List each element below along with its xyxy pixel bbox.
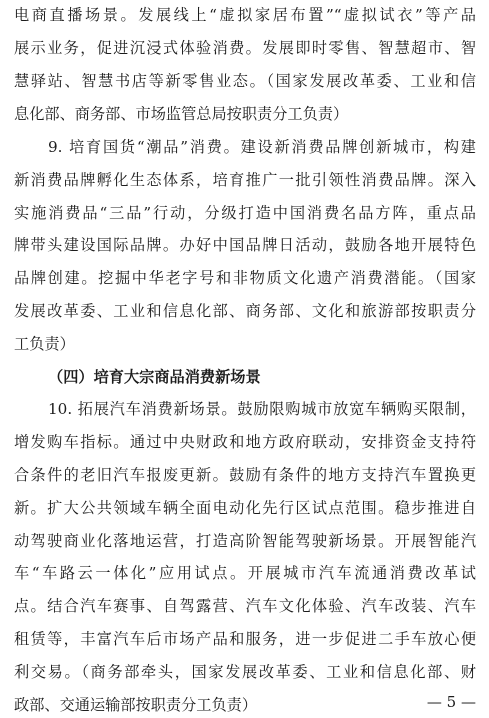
text-line: 电商直播场景。发展线上“虚拟家居布置”“虚拟试衣”等产品 [14,6,476,24]
text-line: 工负责） [14,335,75,353]
text-line: 牌带头建设国际品牌。办好中国品牌日活动，鼓励各地开展特色 [14,236,476,254]
text-line: 展示业务，促进沉浸式体验消费。发展即时零售、智慧超市、智 [14,39,476,57]
paragraph-10-first-line: 10. 拓展汽车消费新场景。鼓励限购城市放宽车辆购买限制， [48,400,476,418]
text-line: 利交易。（商务部牵头，国家发展改革委、工业和信息化部、财 [14,663,476,681]
text-line: 息化部、商务部、市场监管总局按职责分工负责） [14,105,349,123]
text-line: 慧驿站、智慧书店等新零售业态。（国家发展改革委、工业和信 [14,72,476,90]
text-line: 点。结合汽车赛事、自驾露营、汽车文化体验、汽车改装、汽车 [14,597,476,615]
text-line: 租赁等，丰富汽车后市场产品和服务，进一步促进二手车放心便 [14,630,476,648]
text-line: 合条件的老旧汽车报废更新。鼓励有条件的地方支持汽车置换更 [14,466,476,484]
text-line: 品牌创建。挖掘中华老字号和非物质文化遗产消费潜能。（国家 [14,269,476,287]
text-line: 政部、交通运输部按职责分工负责） [14,696,257,714]
text-line: 车“车路云一体化”应用试点。开展城市汽车流通消费改革试 [14,564,476,582]
text-line: 新消费品牌孵化生态体系，培育推广一批引领性消费品牌。深入 [14,171,476,189]
text-line: 实施消费品“三品”行动，分级打造中国消费名品方阵，重点品 [14,204,476,222]
text-line: 增发购车指标。通过中央财政和地方政府联动，安排资金支持符 [14,433,476,451]
page-number: — 5 — [426,693,476,711]
text-line: 发展改革委、工业和信息化部、商务部、文化和旅游部按职责分 [14,302,476,320]
text-line: 动驾驶商业化落地运营，打造高阶智能驾驶新场景。开展智能汽 [14,532,476,550]
paragraph-9-first-line: 9. 培育国货“潮品”消费。建设新消费品牌创新城市，构建 [48,138,476,156]
section-heading: （四）培育大宗商品消费新场景 [48,368,261,386]
text-line: 新。扩大公共领域车辆全面电动化先行区试点范围。稳步推进自 [14,499,476,517]
